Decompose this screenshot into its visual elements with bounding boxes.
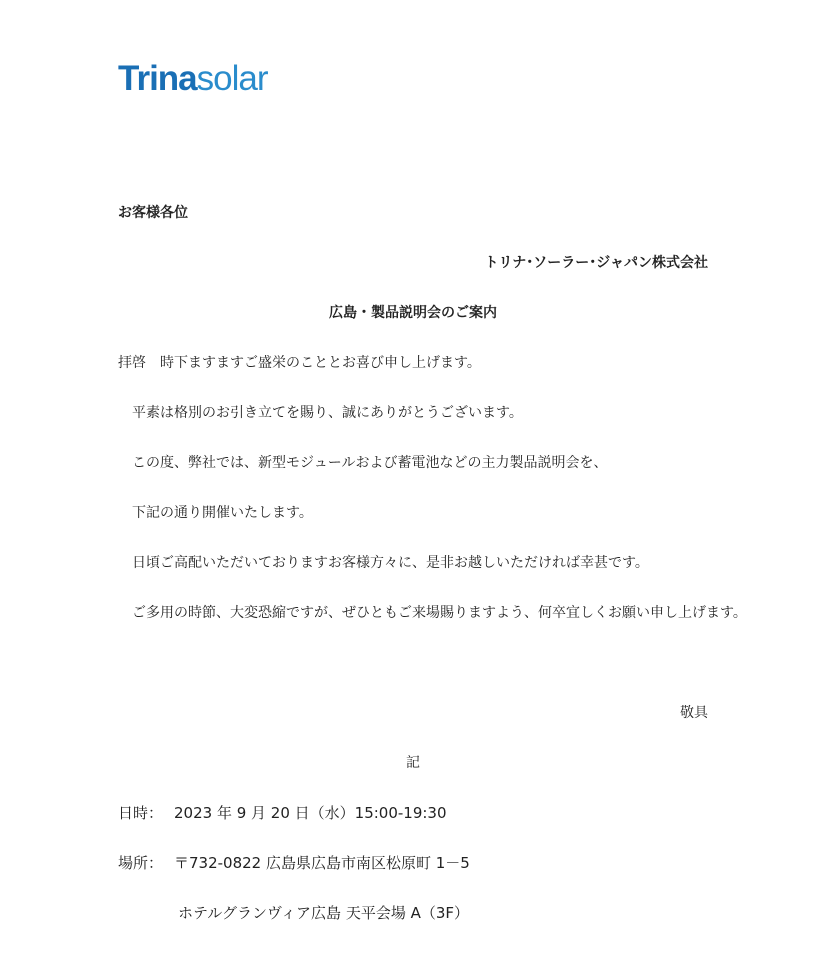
sender-company: トリナ･ソーラー･ジャパン株式会社 [484, 255, 708, 271]
paragraph-announcement: この度、弊社では、新型モジュールおよび蓄電池などの主力製品説明会を、 [118, 455, 608, 471]
ki-heading: 記 [406, 755, 420, 771]
paragraph-invitation: 日頃ご高配いただいておりますお客様方々に、是非お越しいただければ幸甚です。 [118, 555, 649, 571]
datetime-value: 2023 年 9 月 20 日（水）15:00-19:30 [174, 804, 447, 822]
place-value: 〒732-0822 広島県広島市南区松原町 1－5 [174, 854, 470, 872]
paragraph-thanks: 平素は格別のお引き立てを賜り、誠にありがとうございます。 [118, 405, 523, 421]
logo-solar: solar [196, 59, 268, 98]
logo-trina: Trina [118, 59, 197, 98]
closing: 敬具 [680, 705, 708, 721]
addressee: お客様各位 [118, 205, 188, 221]
venue: ホテルグランヴィア広島 天平会場 A（3F） [178, 904, 470, 922]
datetime-label: 日時： [118, 804, 164, 822]
letter-title: 広島・製品説明会のご案内 [329, 305, 497, 321]
paragraph-request: ご多用の時節、大変恐縮ですが、ぜひともご来場賜りますよう、何卒宜しくお願い申し上げます。 [118, 605, 747, 621]
place-label: 場所： [118, 854, 164, 872]
paragraph-greeting: 拝啓 時下ますますご盛栄のこととお喜び申し上げます。 [118, 355, 481, 371]
trinasolar-logo [118, 55, 268, 103]
paragraph-announcement-cont: 下記の通り開催いたします。 [118, 505, 313, 521]
